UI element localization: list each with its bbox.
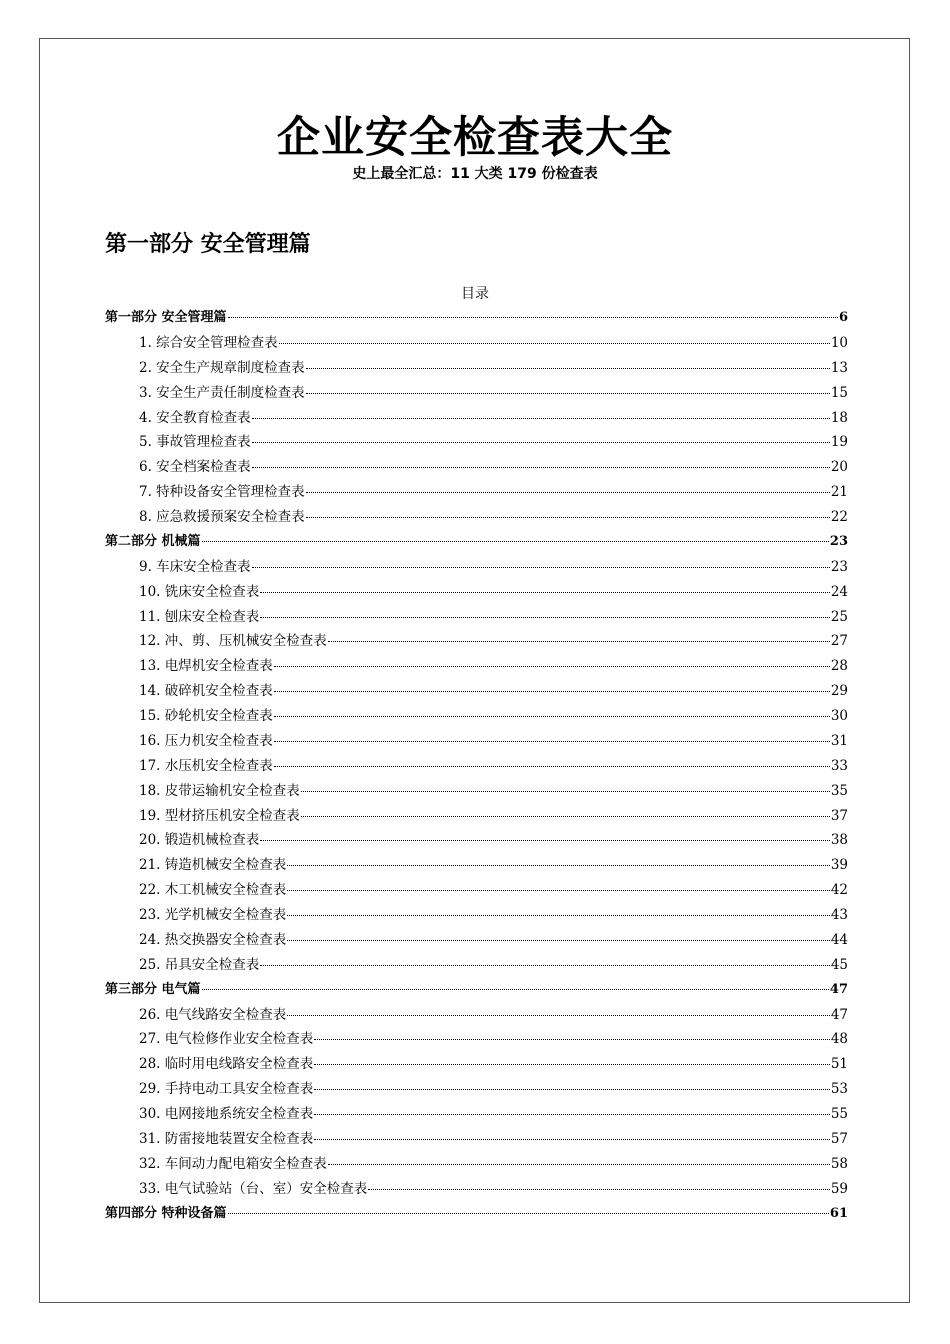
toc-dot-leader <box>287 864 830 866</box>
toc-entry-title: 20. 锻造机械检查表 <box>139 832 260 849</box>
toc-entry-title: 1. 综合安全管理检查表 <box>139 334 278 351</box>
table-of-contents <box>105 306 848 1226</box>
toc-page-number: 43 <box>830 907 848 923</box>
toc-page-number: 29 <box>830 683 848 700</box>
toc-entry-title: 4. 安全教育检查表 <box>139 409 251 426</box>
toc-dot-leader <box>287 939 830 941</box>
toc-dot-leader <box>314 1138 830 1140</box>
toc-page-number: 44 <box>830 931 848 948</box>
toc-entry-title: 2. 安全生产规章制度检查表 <box>139 359 305 376</box>
toc-dot-leader <box>228 316 838 318</box>
toc-dot-leader <box>274 715 830 717</box>
toc-page-number: 24 <box>830 583 848 600</box>
toc-page-number: 58 <box>830 1155 848 1172</box>
toc-dot-leader <box>274 740 830 742</box>
toc-page-number: 61 <box>829 1205 848 1221</box>
toc-page-number: 47 <box>830 1006 848 1023</box>
toc-entry-title: 14. 破碎机安全检查表 <box>139 683 273 700</box>
toc-entry-title: 30. 电网接地系统安全检查表 <box>139 1106 314 1122</box>
toc-entry-title: 25. 吊具安全检查表 <box>139 956 260 973</box>
toc-entry[interactable] <box>105 1127 848 1152</box>
toc-entry[interactable] <box>105 480 848 505</box>
toc-entry[interactable] <box>105 804 848 829</box>
toc-page-number: 13 <box>830 359 848 376</box>
toc-page-number: 51 <box>830 1056 848 1073</box>
toc-entry-title: 5. 事故管理检查表 <box>139 434 251 451</box>
toc-page-number: 19 <box>830 434 848 451</box>
toc-entry-title: 第四部分 特种设备篇 <box>105 1205 227 1221</box>
toc-page-number: 30 <box>830 708 848 724</box>
toc-page-number: 31 <box>830 732 848 749</box>
toc-part-entry[interactable] <box>105 978 848 1003</box>
toc-entry-title: 31. 防雷接地装置安全检查表 <box>139 1130 314 1147</box>
toc-entry[interactable] <box>105 654 848 679</box>
toc-page-number: 53 <box>830 1081 848 1098</box>
toc-entry-title: 第一部分 安全管理篇 <box>105 310 227 325</box>
toc-entry[interactable] <box>105 853 848 878</box>
toc-entry-title: 22. 木工机械安全检查表 <box>139 882 287 899</box>
toc-entry-title: 23. 光学机械安全检查表 <box>139 907 287 923</box>
toc-page-number: 47 <box>829 981 848 997</box>
toc-dot-leader <box>314 1038 830 1040</box>
toc-entry-title: 17. 水压机安全检查表 <box>139 757 273 774</box>
toc-entry[interactable] <box>105 928 848 953</box>
toc-entry-title: 24. 热交换器安全检查表 <box>139 931 287 948</box>
toc-entry[interactable] <box>105 1052 848 1077</box>
toc-part-entry[interactable] <box>105 530 848 555</box>
toc-dot-leader <box>287 914 830 916</box>
toc-dot-leader <box>328 1163 830 1165</box>
toc-dot-leader <box>306 367 830 369</box>
toc-entry-title: 10. 铣床安全检查表 <box>139 583 260 600</box>
toc-entry[interactable] <box>105 1027 848 1052</box>
toc-dot-leader <box>368 1188 830 1190</box>
toc-entry-title: 6. 安全档案检查表 <box>139 459 251 476</box>
toc-dot-leader <box>306 392 830 394</box>
toc-entry[interactable] <box>105 1102 848 1127</box>
toc-page-number: 20 <box>830 459 848 476</box>
toc-page-number: 39 <box>830 857 848 874</box>
toc-entry-title: 11. 刨床安全检查表 <box>139 608 260 625</box>
toc-entry-title: 19. 型材挤压机安全检查表 <box>139 807 300 824</box>
toc-entry[interactable] <box>105 331 848 356</box>
toc-entry-title: 29. 手持电动工具安全检查表 <box>139 1081 314 1098</box>
toc-dot-leader <box>260 839 830 841</box>
toc-dot-leader <box>301 790 830 792</box>
toc-entry[interactable] <box>105 580 848 605</box>
toc-dot-leader <box>287 889 830 891</box>
toc-entry-title: 21. 铸造机械安全检查表 <box>139 857 287 874</box>
toc-page-number: 33 <box>830 757 848 774</box>
toc-dot-leader <box>314 1113 830 1115</box>
toc-entry[interactable] <box>105 1177 848 1202</box>
toc-entry-title: 27. 电气检修作业安全检查表 <box>139 1031 314 1048</box>
toc-dot-leader <box>314 1063 830 1065</box>
toc-dot-leader <box>252 441 830 443</box>
toc-dot-leader <box>252 566 830 568</box>
toc-dot-leader <box>314 1088 830 1090</box>
toc-dot-leader <box>274 690 830 692</box>
toc-dot-leader <box>279 342 830 344</box>
toc-dot-leader <box>260 591 830 593</box>
toc-entry-title: 12. 冲、剪、压机械安全检查表 <box>139 633 327 650</box>
toc-entry[interactable] <box>105 704 848 729</box>
toc-page-number: 6 <box>838 310 848 325</box>
toc-entry-title: 16. 压力机安全检查表 <box>139 732 273 749</box>
toc-entry-title: 26. 电气线路安全检查表 <box>139 1006 287 1023</box>
toc-entry[interactable] <box>105 356 848 381</box>
toc-dot-leader <box>301 815 830 817</box>
toc-entry[interactable] <box>105 505 848 530</box>
toc-page-number: 22 <box>830 509 848 525</box>
toc-entry[interactable] <box>105 381 848 406</box>
toc-entry[interactable] <box>105 729 848 754</box>
toc-part-entry[interactable] <box>105 1202 848 1227</box>
toc-entry[interactable] <box>105 1152 848 1177</box>
toc-page-number: 10 <box>830 334 848 351</box>
toc-entry-title: 33. 电气试验站（台、室）安全检查表 <box>139 1180 368 1197</box>
toc-dot-leader <box>252 466 830 468</box>
toc-page-number: 45 <box>830 956 848 973</box>
toc-entry[interactable] <box>105 430 848 455</box>
toc-entry[interactable] <box>105 406 848 431</box>
toc-label: 目录 <box>461 286 489 302</box>
toc-entry-title: 18. 皮带运输机安全检查表 <box>139 782 300 799</box>
toc-page-number: 35 <box>830 782 848 799</box>
toc-page-number: 42 <box>830 882 848 899</box>
toc-entry[interactable] <box>105 629 848 654</box>
toc-page-number: 18 <box>830 409 848 426</box>
toc-part-entry[interactable] <box>105 306 848 331</box>
toc-entry-title: 15. 砂轮机安全检查表 <box>139 708 273 724</box>
toc-dot-leader <box>274 665 830 667</box>
toc-dot-leader <box>260 964 830 966</box>
toc-page-number: 37 <box>830 807 848 824</box>
section-heading: 第一部分 安全管理篇 <box>105 232 311 257</box>
toc-page-number: 23 <box>830 558 848 575</box>
toc-entry-title: 9. 车床安全检查表 <box>139 558 251 575</box>
toc-dot-leader <box>274 765 830 767</box>
toc-dot-leader <box>328 640 830 642</box>
toc-entry[interactable] <box>105 754 848 779</box>
document-subtitle: 史上最全汇总：11 大类 179 份检查表 <box>352 166 598 182</box>
toc-dot-leader <box>202 988 829 990</box>
toc-entry[interactable] <box>105 779 848 804</box>
toc-page-number: 59 <box>830 1180 848 1197</box>
toc-page-number: 25 <box>830 608 848 625</box>
toc-dot-leader <box>287 1014 830 1016</box>
toc-dot-leader <box>252 417 830 419</box>
toc-entry[interactable] <box>105 878 848 903</box>
toc-page-number: 21 <box>830 484 848 501</box>
toc-entry[interactable] <box>105 1003 848 1028</box>
toc-dot-leader <box>306 491 830 493</box>
toc-entry[interactable] <box>105 555 848 580</box>
toc-dot-leader <box>202 540 829 542</box>
toc-entry[interactable] <box>105 455 848 480</box>
toc-entry[interactable] <box>105 953 848 978</box>
toc-page-number: 23 <box>829 533 848 549</box>
toc-entry-title: 8. 应急救援预案安全检查表 <box>139 509 305 525</box>
toc-entry[interactable] <box>105 1077 848 1102</box>
toc-page-number: 38 <box>830 832 848 849</box>
document-title: 企业安全检查表大全 <box>277 113 673 163</box>
toc-entry[interactable] <box>105 605 848 630</box>
toc-page-number: 27 <box>830 633 848 650</box>
toc-entry[interactable] <box>105 679 848 704</box>
toc-entry-title: 7. 特种设备安全管理检查表 <box>139 484 305 501</box>
toc-page-number: 15 <box>830 384 848 401</box>
toc-entry-title: 第二部分 机械篇 <box>105 533 201 549</box>
toc-dot-leader <box>228 1212 829 1214</box>
toc-entry-title: 第三部分 电气篇 <box>105 981 201 997</box>
toc-entry-title: 13. 电焊机安全检查表 <box>139 658 273 675</box>
toc-entry-title: 32. 车间动力配电箱安全检查表 <box>139 1155 327 1172</box>
toc-page-number: 55 <box>830 1106 848 1122</box>
toc-dot-leader <box>260 616 830 618</box>
toc-entry[interactable] <box>105 903 848 928</box>
toc-page-number: 57 <box>830 1130 848 1147</box>
toc-page-number: 48 <box>830 1031 848 1048</box>
toc-entry[interactable] <box>105 828 848 853</box>
toc-dot-leader <box>306 516 830 518</box>
toc-page-number: 28 <box>830 658 848 675</box>
toc-entry-title: 28. 临时用电线路安全检查表 <box>139 1056 314 1073</box>
toc-entry-title: 3. 安全生产责任制度检查表 <box>139 384 305 401</box>
